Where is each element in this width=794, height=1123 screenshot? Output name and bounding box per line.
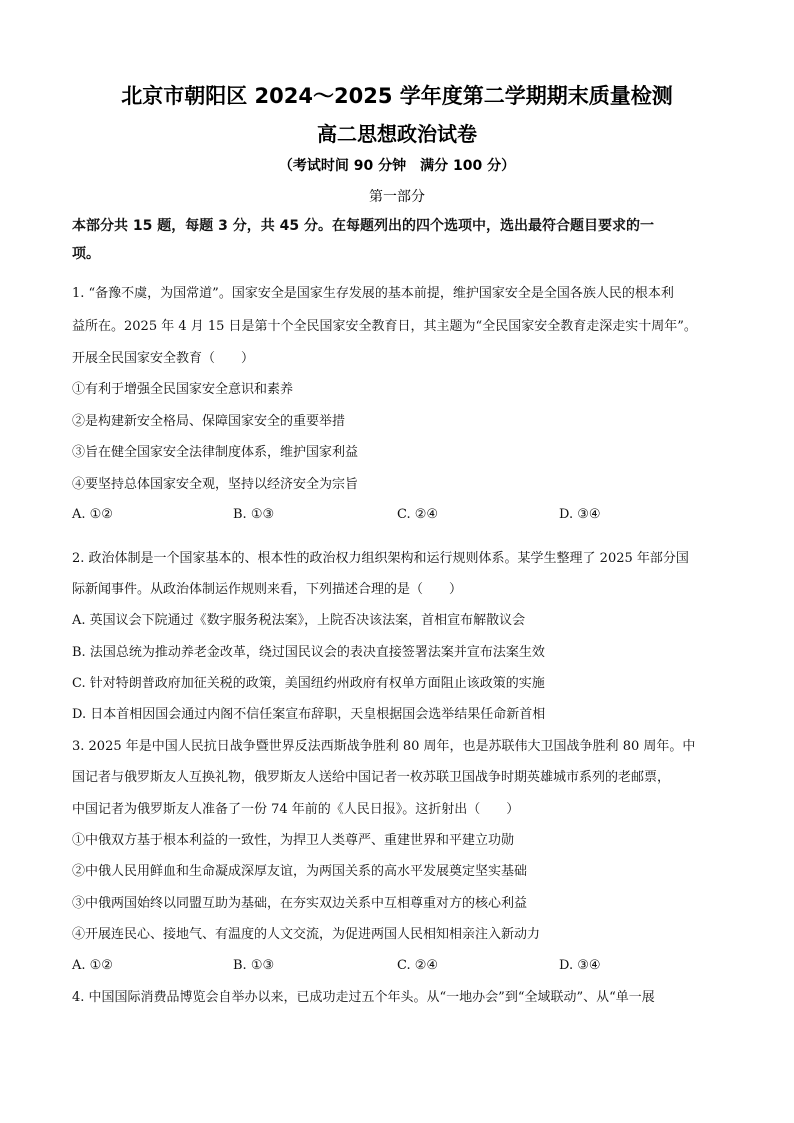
q2-option-d: D. 日本首相因国会通过内阁不信任案宣布辞职，天皇根据国会选举结果任命新首相: [72, 707, 546, 722]
q4-stem-line-1: 4. 中国国际消费品博览会自举办以来，已成功走过五个年头。从“一地办会”到“全域联动”、从“单一展: [72, 990, 655, 1005]
q1-choice-b: B. ①③: [233, 507, 275, 522]
q1-choice-a: A. ①②: [72, 507, 113, 522]
q3-option-2: ②中俄人民用鲜血和生命凝成深厚友谊，为两国关系的高水平发展奠定坚实基础: [72, 864, 528, 879]
q3-option-3: ③中俄两国始终以同盟互助为基础，在夯实双边关系中互相尊重对方的核心利益: [72, 896, 528, 911]
q3-choices: [72, 958, 722, 976]
q2-option-a: A. 英国议会下院通过《数字服务税法案》，上院否决该法案，首相宣布解散议会: [72, 613, 526, 628]
q1-choice-d: D. ③④: [559, 507, 601, 522]
q2-option-b: B. 法国总统为推动养老金改革，绕过国民议会的表决直接签署法案并宣布法案生效: [72, 645, 545, 660]
q1-stem-line-1: 1. “备豫不虞，为国常道”。国家安全是国家生存发展的基本前提，维护国家安全是全国各族人民的根本利: [72, 286, 674, 301]
exam-subtitle: 高二思想政治试卷: [317, 122, 477, 146]
q1-option-2: ②是构建新安全格局、保障国家安全的重要举措: [72, 414, 346, 429]
q3-choice-b: B. ①③: [233, 958, 275, 973]
exam-info: （考试时间 90 分钟 满分 100 分）: [278, 158, 516, 174]
instructions-line-2: 项。: [72, 246, 100, 262]
q3-choice-a: A. ①②: [72, 958, 113, 973]
q1-stem-line-3: 开展全民国家安全教育（ ）: [72, 351, 255, 366]
q1-choice-c: C. ②④: [397, 507, 439, 522]
part-heading: 第一部分: [369, 189, 425, 205]
q3-stem-line-1: 3. 2025 年是中国人民抗日战争暨世界反法西斯战争胜利 80 周年，也是苏联伟大卫国战争胜利 80 周年。中: [72, 739, 696, 754]
exam-title: 北京市朝阳区 2024～2025 学年度第二学期期末质量检测: [121, 84, 673, 108]
q1-stem-line-2: 益所在。2025 年 4 月 15 日是第十个全民国家安全教育日，其主题为“全民国家安全教育走深走实十周年”。: [72, 319, 697, 334]
q2-stem-line-1: 2. 政治体制是一个国家基本的、根本性的政治权力组织架构和运行规则体系。某学生整理了 2025 年部分国: [72, 551, 689, 566]
q1-option-3: ③旨在健全国家安全法律制度体系，维护国家利益: [72, 445, 359, 460]
q3-option-1: ①中俄双方基于根本利益的一致性，为捍卫人类尊严、重建世界和平建立功勋: [72, 833, 515, 848]
q1-option-1: ①有利于增强全民国家安全意识和素养: [72, 382, 294, 397]
q2-option-c: C. 针对特朗普政府加征关税的政策，美国纽约州政府有权单方面阻止该政策的实施: [72, 676, 545, 691]
q3-stem-line-2: 国记者与俄罗斯友人互换礼物，俄罗斯友人送给中国记者一枚苏联卫国战争时期英雄城市系列的老邮票，: [72, 770, 671, 785]
q3-choice-c: C. ②④: [397, 958, 439, 973]
q3-option-4: ④开展连民心、接地气、有温度的人文交流，为促进两国人民相知相亲注入新动力: [72, 927, 541, 942]
q3-stem-line-3: 中国记者为俄罗斯友人准备了一份 74 年前的《人民日报》。这折射出（ ）: [72, 802, 520, 817]
q1-option-4: ④要坚持总体国家安全观，坚持以经济安全为宗旨: [72, 477, 359, 492]
q3-choice-d: D. ③④: [559, 958, 601, 973]
q1-choices: [72, 507, 722, 525]
instructions-line-1: 本部分共 15 题，每题 3 分，共 45 分。在每题列出的四个选项中，选出最符合题目要求的一: [72, 218, 654, 234]
q2-stem-line-2: 际新闻事件。从政治体制运作规则来看，下列描述合理的是（ ）: [72, 582, 463, 597]
